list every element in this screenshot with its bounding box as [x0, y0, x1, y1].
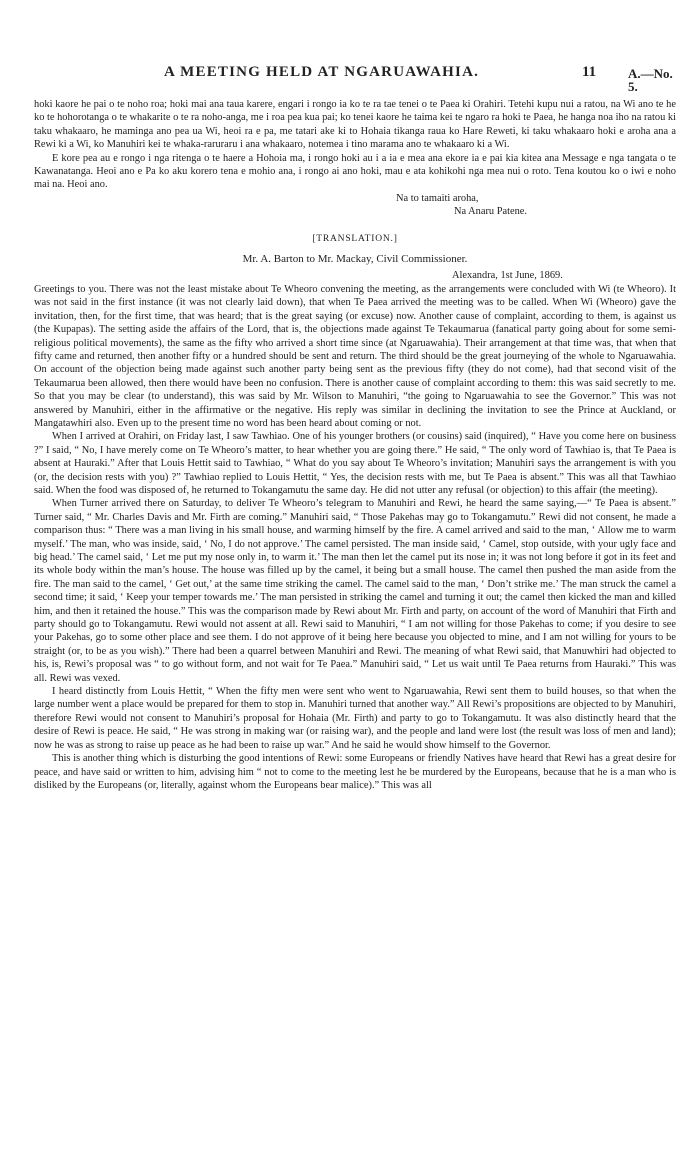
- translation-paragraph-2: When I arrived at Orahiri, on Friday last, I saw Tawhiao. One of his younger brothers (or cousins) said (inquired), “ Have you come here on business ?” I said, “ No, I have merely come on Te Wheoro’s matter, to hear whether you are going there.” He said, “ The only word of Tawhiao is, that Te Paea is absent at Hauraki.” After that Louis Hettit said to Tawhiao, “ What do you say about Te Wheoro’s invitation; Manuhiri says the arrangement is with you (or, the decision rests with you) ?” Tawhiao replied to Louis Hettit, “ Yes, the decision rests with me, but Te Paea is absent.” This was all that Tawhiao said. When the food was disposed of, he returned to Tokangamutu the same day. He did not utter any refusal (or objection) to this affair (the meeting).: [34, 431, 676, 496]
- letter-date: Alexandra, 1st June, 1869.: [452, 270, 563, 282]
- running-title: A MEETING HELD AT NGARUAWAHIA.: [164, 64, 480, 80]
- maori-paragraph-2: E kore pea au e rongo i nga ritenga o te haere a Hohoia ma, i rongo hoki au i a ia e mea ana ekore ia e pai kia kitea ana Message e nga tangata o te Kawanatanga. Heoi ano e Pa ko aku korero tena e mohio ana, i rongo ai ano hoki, mau e ata kohikohi nga mea nui o roto. Tena koutou ko o iwi e noho mai na. Heoi ano.: [34, 152, 676, 191]
- signoff-line-1: Na to tamaiti aroha,: [396, 192, 479, 204]
- translation-body: [34, 283, 676, 792]
- maori-signoff: [396, 192, 676, 219]
- maori-letter: [34, 98, 676, 219]
- translation-paragraph-4: I heard distinctly from Louis Hettit, “ When the fifty men were sent who went to Ngaruawahia, Rewi sent them to build houses, so that when the large number went a place would be prepared for them to stop in. Manuhiri turned that another way.” All Rewi’s propositions are objected to by Manuhiri, therefore Rewi would not consent to Manuhiri’s proposal for Hohaia (Mr. Firth) and party to go to Tokangamutu. It was also distinctly heard that the desire of Rewi is peace. He said, “ He was strong in making war (or raising war), and the people and land were lost (the result was loss of men and land); now he was as strong to raise up peace as he had been to raise up war.” And he said he would show himself to the Governor.: [34, 686, 676, 751]
- page-header: [34, 64, 676, 98]
- signoff-line-2: Na Anaru Patene.: [454, 206, 527, 218]
- translation-paragraph-5: This is another thing which is disturbing the good intentions of Rewi: some Europeans or friendly Natives have heard that Rewi has a great desire for peace, and have said or written to him, advising him “ not to come to the meeting lest he be murdered by the Europeans, because that he is a man who is disliked by the Europeans (or, literally, against whom the Europeans bear malice).” This was all: [34, 753, 676, 791]
- translation-paragraph-1: Greetings to you. There was not the least mistake about Te Wheoro convening the meeting, as the arrangements were concluded with Wi (te Wheoro). It was not said in the first instance (it was not clearly laid down), that when Te Paea arrived the meeting was to be called. When Wi (Wheoro) gave the invitation, then, for the first time, that was heard; that is the great saying (or excuse) now. Another cause of complaint, according to them, is against us (the Kupapas). The setting aside the affairs of the Lord, that is, the objections made against Te Tekaumarua (fanatical party going about for some semi-religious political movements), the same as the fifty who arrived a short time since (at Ngaruawahia). Their arrangement at that time was, that when that fifty came and returned, then another fifty or a hundred should be sent and return. The third should be the great journeying of the whole to Ngaruawahia. On account of the objection being made against such another party being sent as the previous fifty (they do not come), had that second visit of the Tekaumarua been allowed, then there would have been no confusion. There is another cause of complaint according to them: this was said secretly to me. So that you may be clear (to understand), this was said by Mr. Wilson to Manuhiri, “the going to Ngaruawahia to see the Governor.” This was not answered by Manuhiri, either in the affirmative or the negative. His reply was similar in declining the invitation to see the Prince at Auckland, or Mangatawhiri also. Even up to the present time no word has been heard about coming or not.: [34, 283, 676, 429]
- translation-label: [TRANSLATION.]: [312, 233, 398, 244]
- letter-heading: Mr. A. Barton to Mr. Mackay, Civil Commissioner.: [242, 253, 468, 266]
- translation-paragraph-3: When Turner arrived there on Saturday, to deliver Te Wheoro’s telegram to Manuhiri and Rewi, he heard the same saying,—“ Te Paea is absent.” Turner said, “ Mr. Charles Davis and Mr. Firth are coming.” Manuhiri said, “ Those Pakehas may go to Tokangamutu.” Rewi did not consent, he made a comparison thus: “ There was a man living in his small house, and warming himself by the fire. A camel arrived and said to the man, ‘ Allow me to warm myself.’ The man, who was inside, said, ‘ No, I do not approve.’ The camel persisted. The man inside said, ‘ Camel, stop outside, with your ugly face and big head.’ The camel said, ‘ Let me put my nose only in, to warm it.’ The man then let the camel put its nose in; it was not long before it got in its feet and its whole body within the man’s house. The house was filled up by the camel, it being but a small house. The camel then pushed the man aside from the fire. The man said to the camel, ‘ Get out,’ at the same time striking the camel. The camel said to the man, ‘ Don’t strike me.’ The man struck the camel a second time; it said, ‘ Keep your temper towards me.’ The man persisted in striking the camel and turning it out; the camel then kicked the man and killed him, and then it retained the house.” This was the comparison made by Rewi about Mr. Firth and party, on account of the word of Manuhiri that Firth and party should go to Tokangamutu. Rewi would not assent at all. Rewi said to Manuhiri, “ I am not willing for those Pakehas to come; if you desire to see your Pakehas, go to some other place and see them. I do not approve of it being here because you objected to mine, and I am not willing for yours to be straight (or, to be as you wish).” There had been a quarrel between Manuhiri and Rewi. The meaning of what Rewi said, that Manuwhiri had objected to his, is, Rewi’s proposal was “ to go without form, and not wait for Te Paea.” Manuhiri said, “ Let us wait until Te Paea returns from Hauraki.” This was all. Rewi was vexed.: [34, 498, 676, 684]
- paper-reference: A.—No. 5.: [628, 66, 673, 95]
- maori-paragraph-1: hoki kaore he pai o te noho roa; hoki mai ana taua karere, engari i rongo ia ko te ra tae tenei o te Paea ki Orahiri. Tetehi kupu nui a ratou, na Wi ano te he ko te hohorotanga o te whakarite o te ra noho-anga, me i roa pea kua pai; ko tenei kaore he taima kei te ngaro ra hoki te Paea, he hanga noa iho na ratou ki taku whakaaro, he maminga ano pea ua Wi, heoi ra e pa, me tatari ake ki to Hohaia tikanga raua ko Hare Reweti, ki taku whakaaro hoki e aroha ana a Rewi ki a Wi, ko Manuhiri kei te whaka-raruraru i ana whakaaro, notemea i tino marama ano te whakaaro ki a Wi.: [34, 99, 676, 151]
- page-number: 11: [582, 64, 597, 80]
